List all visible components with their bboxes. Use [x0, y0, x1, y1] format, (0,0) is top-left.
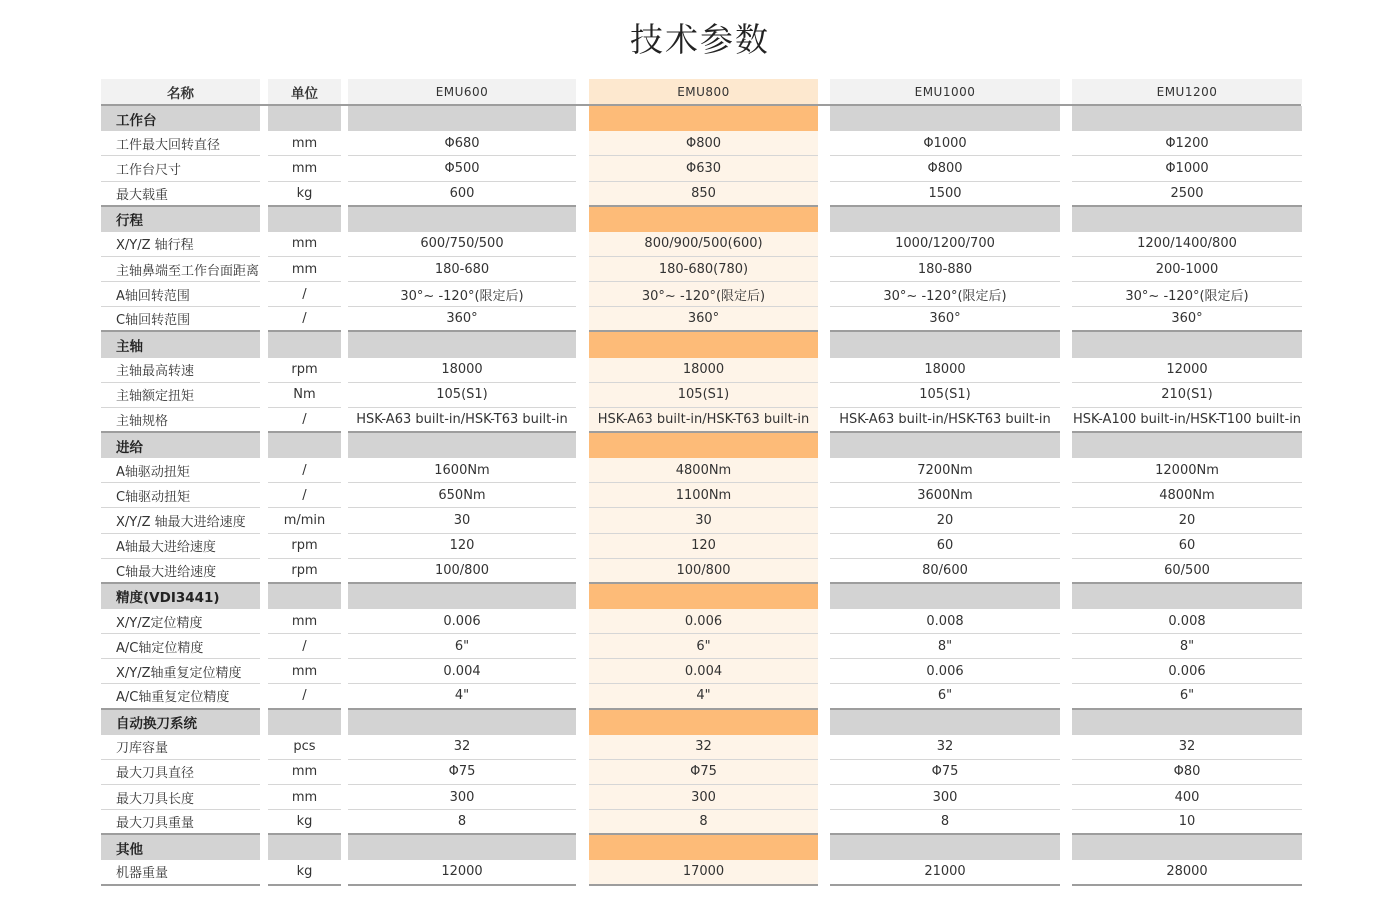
param-value: 30°~ -120°(限定后) [1072, 282, 1302, 307]
section-row [101, 584, 1301, 609]
param-name: A/C轴重复定位精度 [101, 684, 260, 709]
param-unit: Nm [268, 383, 341, 408]
table-row [101, 810, 1301, 835]
section-fill [348, 433, 576, 458]
param-value: 6" [348, 634, 576, 659]
param-value: 10 [1072, 810, 1302, 835]
param-value: 0.006 [348, 609, 576, 634]
section-row [101, 332, 1301, 357]
param-value: 60 [1072, 534, 1302, 559]
param-value: Φ800 [830, 156, 1060, 181]
param-value: Φ800 [589, 131, 818, 156]
param-name: 主轴规格 [101, 408, 260, 433]
param-value: 17000 [589, 860, 818, 885]
param-value: HSK-A100 built-in/HSK-T100 built-in [1072, 408, 1302, 433]
section-fill [589, 207, 818, 232]
section-fill [268, 207, 341, 232]
table-row [101, 358, 1301, 383]
section-title: 工作台 [101, 106, 260, 131]
header-model-emu1000: EMU1000 [830, 79, 1060, 104]
section-fill [1072, 106, 1302, 131]
section-row [101, 710, 1301, 735]
param-name: C轴最大进给速度 [101, 559, 260, 584]
param-value: 0.008 [1072, 609, 1302, 634]
param-value: 1000/1200/700 [830, 232, 1060, 257]
param-value: 6" [1072, 684, 1302, 709]
param-value: 600/750/500 [348, 232, 576, 257]
param-name: 主轴额定扭矩 [101, 383, 260, 408]
param-unit: m/min [268, 508, 341, 533]
param-value: 4" [348, 684, 576, 709]
param-name: 主轴最高转速 [101, 358, 260, 383]
param-unit: mm [268, 156, 341, 181]
param-unit: mm [268, 609, 341, 634]
param-unit: mm [268, 131, 341, 156]
param-name: C轴回转范围 [101, 307, 260, 332]
table-row [101, 131, 1301, 156]
param-name: X/Y/Z定位精度 [101, 609, 260, 634]
param-value: 8 [589, 810, 818, 835]
param-value: 6" [589, 634, 818, 659]
param-value: 30°~ -120°(限定后) [348, 282, 576, 307]
param-value: 105(S1) [348, 383, 576, 408]
param-value: 100/800 [589, 559, 818, 584]
table-row [101, 383, 1301, 408]
section-fill [589, 710, 818, 735]
param-value: 18000 [589, 358, 818, 383]
section-title: 行程 [101, 207, 260, 232]
param-unit: kg [268, 182, 341, 207]
param-value: 1200/1400/800 [1072, 232, 1302, 257]
param-value: 300 [830, 785, 1060, 810]
param-name: 最大刀具长度 [101, 785, 260, 810]
section-fill [348, 835, 576, 860]
header-unit: 单位 [268, 79, 341, 104]
param-value: 30°~ -120°(限定后) [589, 282, 818, 307]
table-header [101, 79, 1301, 106]
param-value: 105(S1) [830, 383, 1060, 408]
header-model-emu600: EMU600 [348, 79, 576, 104]
section-row [101, 433, 1301, 458]
param-value: 200-1000 [1072, 257, 1302, 282]
param-value: 4" [589, 684, 818, 709]
param-value: 180-680 [348, 257, 576, 282]
section-row [101, 106, 1301, 131]
table-row [101, 156, 1301, 181]
param-value: 0.008 [830, 609, 1060, 634]
param-unit: / [268, 408, 341, 433]
param-value: 105(S1) [589, 383, 818, 408]
section-fill [268, 584, 341, 609]
table-row [101, 785, 1301, 810]
section-fill [348, 106, 576, 131]
param-value: 8" [830, 634, 1060, 659]
param-value: 360° [830, 307, 1060, 332]
section-row [101, 835, 1301, 860]
param-value: HSK-A63 built-in/HSK-T63 built-in [348, 408, 576, 433]
param-unit: pcs [268, 735, 341, 760]
section-fill [348, 207, 576, 232]
section-fill [830, 332, 1060, 357]
param-value: 8 [348, 810, 576, 835]
param-value: 18000 [348, 358, 576, 383]
header-model-emu800: EMU800 [589, 79, 818, 104]
param-unit: kg [268, 810, 341, 835]
param-value: 360° [348, 307, 576, 332]
section-title: 进给 [101, 433, 260, 458]
section-fill [268, 710, 341, 735]
table-row [101, 684, 1301, 709]
param-value: HSK-A63 built-in/HSK-T63 built-in [589, 408, 818, 433]
param-value: 60 [830, 534, 1060, 559]
table-row [101, 760, 1301, 785]
param-unit: mm [268, 257, 341, 282]
section-fill [348, 332, 576, 357]
param-value: 360° [589, 307, 818, 332]
param-value: 6" [830, 684, 1060, 709]
section-fill [268, 106, 341, 131]
param-name: X/Y/Z 轴行程 [101, 232, 260, 257]
table-row [101, 534, 1301, 559]
param-name: 刀库容量 [101, 735, 260, 760]
spec-table [101, 79, 1301, 886]
param-name: 最大刀具直径 [101, 760, 260, 785]
param-name: 工件最大回转直径 [101, 131, 260, 156]
section-fill [589, 835, 818, 860]
param-value: Φ680 [348, 131, 576, 156]
param-value: 1500 [830, 182, 1060, 207]
param-value: 30°~ -120°(限定后) [830, 282, 1060, 307]
param-name: 工作台尺寸 [101, 156, 260, 181]
param-value: 2500 [1072, 182, 1302, 207]
section-row [101, 207, 1301, 232]
param-value: 0.006 [830, 659, 1060, 684]
param-value: 20 [1072, 508, 1302, 533]
section-fill [589, 106, 818, 131]
param-value: 0.006 [1072, 659, 1302, 684]
param-value: 60/500 [1072, 559, 1302, 584]
header-name: 名称 [101, 79, 260, 104]
section-fill [1072, 207, 1302, 232]
table-row [101, 659, 1301, 684]
param-unit: kg [268, 860, 341, 885]
param-unit: / [268, 684, 341, 709]
table-row [101, 634, 1301, 659]
param-unit: mm [268, 232, 341, 257]
param-value: 1100Nm [589, 483, 818, 508]
table-row [101, 483, 1301, 508]
param-value: 80/600 [830, 559, 1060, 584]
param-unit: / [268, 282, 341, 307]
section-title: 主轴 [101, 332, 260, 357]
section-fill [348, 584, 576, 609]
param-value: 800/900/500(600) [589, 232, 818, 257]
section-title: 精度(VDI3441) [101, 584, 260, 609]
section-fill [830, 433, 1060, 458]
param-value: 4800Nm [589, 458, 818, 483]
param-unit: / [268, 483, 341, 508]
table-row [101, 307, 1301, 332]
table-row [101, 282, 1301, 307]
param-value: 120 [589, 534, 818, 559]
param-value: 30 [348, 508, 576, 533]
param-name: 主轴鼻端至工作台面距离 [101, 257, 260, 282]
param-value: 180-680(780) [589, 257, 818, 282]
param-value: Φ1000 [1072, 156, 1302, 181]
section-fill [1072, 835, 1302, 860]
section-fill [589, 332, 818, 357]
param-value: 20 [830, 508, 1060, 533]
section-title: 其他 [101, 835, 260, 860]
section-fill [348, 710, 576, 735]
section-fill [830, 710, 1060, 735]
section-fill [268, 332, 341, 357]
param-value: 8 [830, 810, 1060, 835]
table-row [101, 609, 1301, 634]
param-name: A轴回转范围 [101, 282, 260, 307]
table-row [101, 735, 1301, 760]
param-unit: / [268, 307, 341, 332]
param-value: 650Nm [348, 483, 576, 508]
param-value: 18000 [830, 358, 1060, 383]
param-name: A/C轴定位精度 [101, 634, 260, 659]
section-fill [830, 584, 1060, 609]
param-name: A轴驱动扭矩 [101, 458, 260, 483]
param-name: A轴最大进给速度 [101, 534, 260, 559]
param-unit: rpm [268, 358, 341, 383]
param-value: 300 [348, 785, 576, 810]
section-fill [830, 835, 1060, 860]
section-fill [1072, 433, 1302, 458]
param-name: X/Y/Z 轴最大进给速度 [101, 508, 260, 533]
param-value: 1600Nm [348, 458, 576, 483]
param-value: 32 [1072, 735, 1302, 760]
param-unit: / [268, 634, 341, 659]
param-value: 7200Nm [830, 458, 1060, 483]
param-value: Φ75 [589, 760, 818, 785]
param-value: 300 [589, 785, 818, 810]
param-name: 机器重量 [101, 860, 260, 885]
param-value: Φ630 [589, 156, 818, 181]
param-value: 0.004 [589, 659, 818, 684]
param-value: 180-880 [830, 257, 1060, 282]
param-value: 210(S1) [1072, 383, 1302, 408]
param-value: 32 [348, 735, 576, 760]
param-value: Φ1000 [830, 131, 1060, 156]
section-title: 自动换刀系统 [101, 710, 260, 735]
param-unit: mm [268, 785, 341, 810]
table-row [101, 232, 1301, 257]
param-value: 100/800 [348, 559, 576, 584]
param-value: 30 [589, 508, 818, 533]
param-unit: rpm [268, 534, 341, 559]
param-value: 21000 [830, 860, 1060, 885]
table-body [101, 106, 1301, 885]
section-fill [589, 433, 818, 458]
param-value: Φ1200 [1072, 131, 1302, 156]
section-fill [830, 207, 1060, 232]
param-value: 12000Nm [1072, 458, 1302, 483]
param-name: C轴驱动扭矩 [101, 483, 260, 508]
param-value: 32 [830, 735, 1060, 760]
param-unit: rpm [268, 559, 341, 584]
param-value: 360° [1072, 307, 1302, 332]
table-row [101, 559, 1301, 584]
section-fill [589, 584, 818, 609]
table-row [101, 257, 1301, 282]
param-value: 0.006 [589, 609, 818, 634]
table-row [101, 860, 1301, 885]
param-unit: / [268, 458, 341, 483]
param-value: 600 [348, 182, 576, 207]
page-title: 技术参数 [630, 20, 770, 59]
table-row [101, 408, 1301, 433]
section-fill [268, 835, 341, 860]
table-row [101, 182, 1301, 207]
section-fill [268, 433, 341, 458]
param-value: 12000 [1072, 358, 1302, 383]
param-value: 120 [348, 534, 576, 559]
param-value: 32 [589, 735, 818, 760]
param-value: HSK-A63 built-in/HSK-T63 built-in [830, 408, 1060, 433]
param-name: 最大载重 [101, 182, 260, 207]
param-value: 0.004 [348, 659, 576, 684]
param-name: 最大刀具重量 [101, 810, 260, 835]
param-value: Φ75 [830, 760, 1060, 785]
param-value: 400 [1072, 785, 1302, 810]
param-value: Φ500 [348, 156, 576, 181]
param-unit: mm [268, 760, 341, 785]
param-value: 12000 [348, 860, 576, 885]
section-fill [1072, 332, 1302, 357]
section-fill [1072, 584, 1302, 609]
param-value: 8" [1072, 634, 1302, 659]
param-unit: mm [268, 659, 341, 684]
header-model-emu1200: EMU1200 [1072, 79, 1302, 104]
param-value: 3600Nm [830, 483, 1060, 508]
param-value: 28000 [1072, 860, 1302, 885]
param-value: 4800Nm [1072, 483, 1302, 508]
section-fill [1072, 710, 1302, 735]
param-name: X/Y/Z轴重复定位精度 [101, 659, 260, 684]
param-value: Φ75 [348, 760, 576, 785]
param-value: 850 [589, 182, 818, 207]
param-value: Φ80 [1072, 760, 1302, 785]
table-row [101, 458, 1301, 483]
section-fill [830, 106, 1060, 131]
table-row [101, 508, 1301, 533]
